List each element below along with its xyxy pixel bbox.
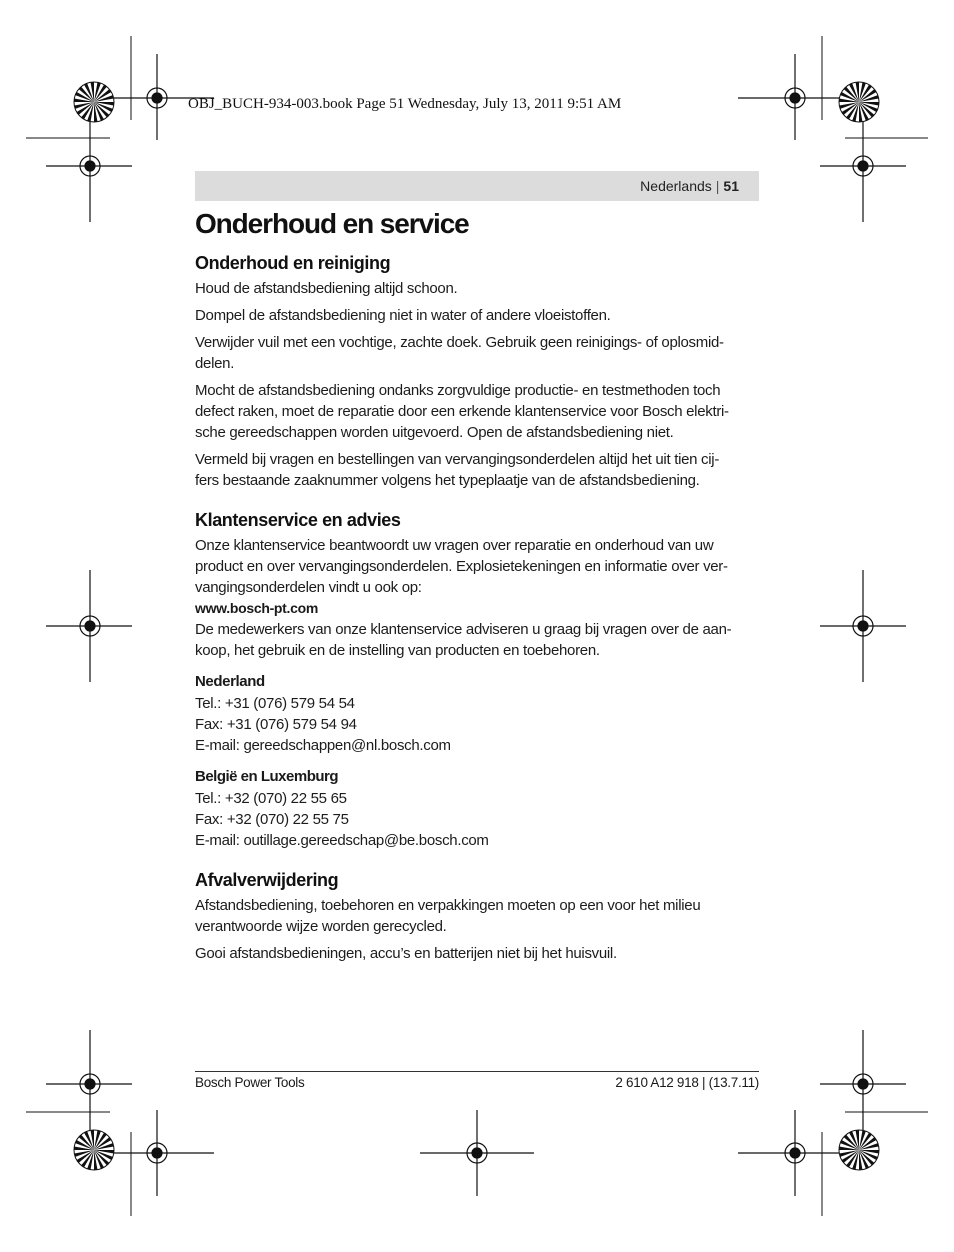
paragraph-line: Verwijder vuil met een vochtige, zachte doek. Gebruik geen reinigings- of oplosmid- — [195, 334, 724, 351]
paragraph: Houd de afstandsbediening altijd schoon. — [195, 280, 458, 297]
paragraph: Gooi afstandsbedieningen, accu’s en batterijen niet bij het huisvuil. — [195, 945, 617, 962]
section-heading-service: Klantenservice en advies — [195, 510, 401, 530]
registration-mark-icon — [46, 110, 132, 222]
paragraph — [195, 380, 761, 443]
contact-block-nl — [195, 693, 761, 756]
star-target-icon — [74, 82, 114, 122]
registration-mark-icon — [46, 570, 132, 682]
paragraph-line: fers bestaande zaaknummer volgens het typeplaatje van de afstandsbediening. — [195, 472, 700, 489]
fax-number: Fax: +32 (070) 22 55 75 — [195, 811, 349, 828]
section-heading-disposal: Afvalverwijdering — [195, 870, 339, 890]
phone-number: Tel.: +32 (070) 22 55 65 — [195, 790, 347, 807]
main-content — [195, 205, 761, 964]
paragraph-line: product en over vervangingsonderdelen. Explosietekeningen en informatie over ver- — [195, 558, 728, 575]
registration-mark-icon — [738, 54, 852, 140]
page-title: Onderhoud en service — [195, 208, 469, 239]
star-target-icon — [839, 1130, 879, 1170]
star-target-icon — [839, 82, 879, 122]
footer-brand: Bosch Power Tools — [195, 1075, 305, 1090]
paragraph-line: Afstandsbediening, toebehoren en verpakkingen moeten op een voor het milieu — [195, 897, 701, 914]
paragraph-line: koop, het gebruik en de instelling van producten en toebehoren. — [195, 642, 600, 659]
paragraph-line: defect raken, moet de reparatie door een erkende klantenservice voor Bosch elektri- — [195, 403, 729, 420]
header-separator: | — [715, 178, 720, 194]
paragraph-line: De medewerkers van onze klantenservice adviseren u graag bij vragen over de aan- — [195, 621, 732, 638]
footer-doc-number: 2 610 A12 918 | (13.7.11) — [615, 1075, 759, 1090]
paragraph-line: Onze klantenservice beantwoordt uw vragen over reparatie en onderhoud van uw — [195, 537, 714, 554]
page-number: 51 — [723, 178, 739, 194]
paragraph: Dompel de afstandsbediening niet in water of andere vloeistoffen. — [195, 307, 611, 324]
registration-mark-icon — [100, 1110, 214, 1196]
print-info-line: OBJ_BUCH-934-003.book Page 51 Wednesday, July 13, 2011 9:51 AM — [188, 96, 622, 112]
registration-mark-icon — [820, 570, 906, 682]
fax-number: Fax: +31 (076) 579 54 94 — [195, 716, 357, 733]
paragraph-line: Vermeld bij vragen en bestellingen van vervangingsonderdelen altijd het uit tien cij- — [195, 451, 720, 468]
country-heading-nl: Nederland — [195, 673, 265, 690]
registration-mark-icon — [820, 1030, 906, 1140]
registration-mark-icon — [820, 110, 906, 222]
email-address[interactable]: E-mail: gereedschappen@nl.bosch.com — [195, 737, 451, 754]
contact-block-be — [195, 788, 761, 851]
country-heading-be: België en Luxemburg — [195, 768, 339, 785]
registration-mark-icon — [738, 1110, 852, 1196]
section-heading-maintenance: Onderhoud en reiniging — [195, 253, 391, 273]
phone-number: Tel.: +31 (076) 579 54 54 — [195, 695, 355, 712]
registration-mark-icon — [46, 1030, 132, 1140]
running-header — [195, 171, 759, 201]
registration-mark-icon — [420, 1110, 534, 1196]
paragraph-line: verantwoorde wijze worden gerecycled. — [195, 918, 447, 935]
email-address[interactable]: E-mail: outillage.gereedschap@be.bosch.com — [195, 832, 489, 849]
paragraph-line: Mocht de afstandsbediening ondanks zorgvuldige productie- en testmethoden toch — [195, 382, 721, 399]
paragraph — [195, 449, 761, 491]
header-language: Nederlands — [640, 178, 712, 194]
paragraph-line: vangingsonderdelen vindt u ook op: — [195, 579, 422, 596]
footer-divider — [195, 1071, 759, 1072]
paragraph — [195, 332, 761, 374]
website-link[interactable]: www.bosch-pt.com — [195, 600, 319, 616]
paragraph-line: sche gereedschappen worden uitgevoerd. Open de afstandsbediening niet. — [195, 424, 674, 441]
paragraph-line: delen. — [195, 355, 235, 372]
star-target-icon — [74, 1130, 114, 1170]
